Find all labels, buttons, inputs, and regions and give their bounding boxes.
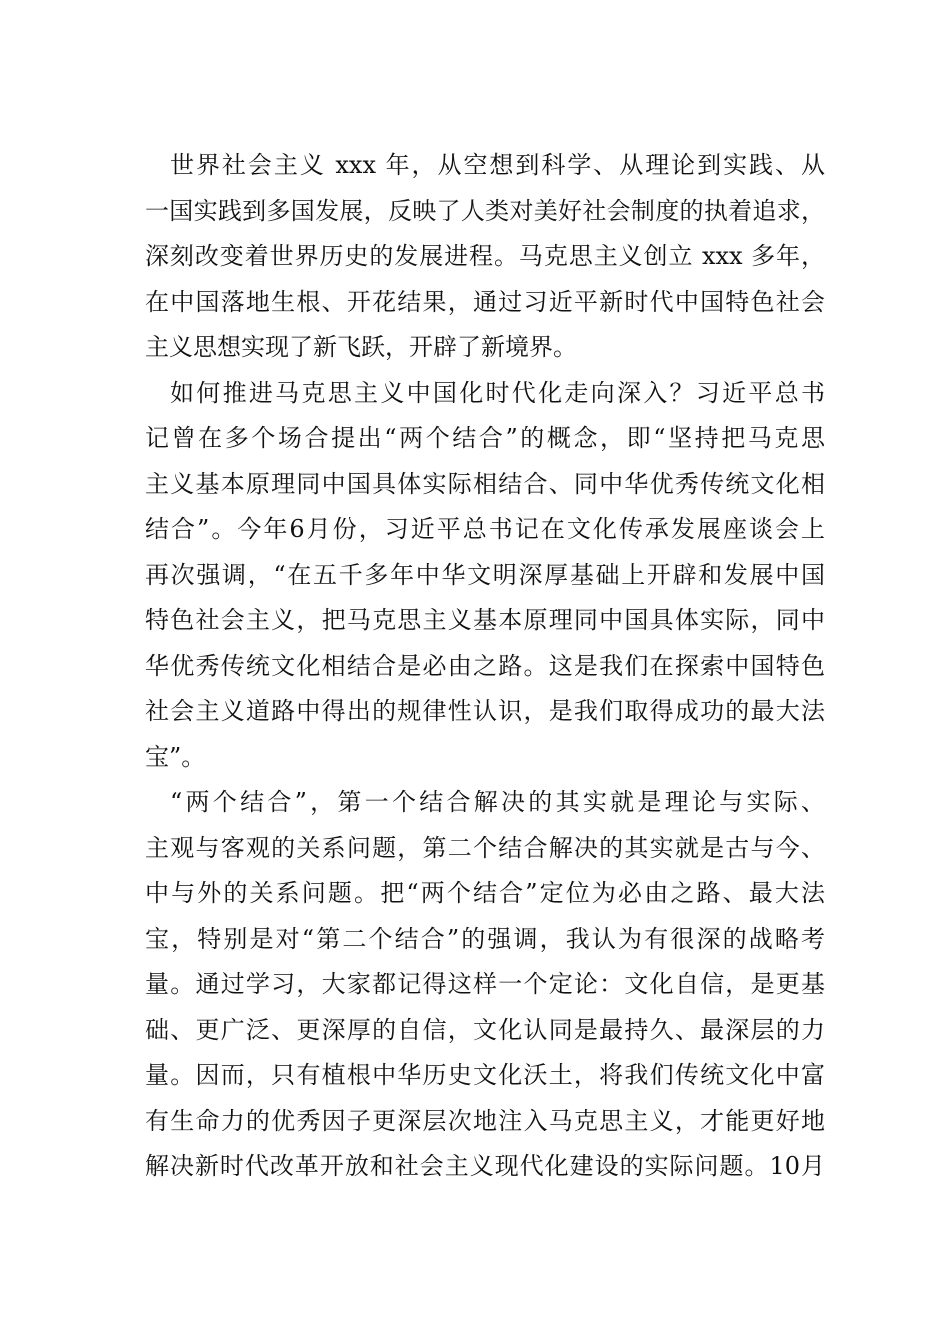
paragraph-line: 宝，特别是对“第二个结合”的强调，我认为有很深的战略考 [145,924,825,953]
paragraph-line: 社会主义道路中得出的规律性认识，是我们取得成功的最大法 [145,697,825,725]
paragraph-line: 主义思想实现了新飞跃，开辟了新境界。 [145,333,577,361]
paragraph-line: 有生命力的优秀因子更深层次地注入马克思主义，才能更好地 [145,1106,825,1135]
paragraph-line: 解决新时代改革开放和社会主义现代化建设的实际问题。10月 [145,1152,825,1180]
paragraph-line: 特色社会主义，把马克思主义基本原理同中国具体实际，同中 [145,606,825,634]
paragraph-line: 记曾在多个场合提出“两个结合”的概念，即“坚持把马克思 [145,424,825,452]
paragraph-line: 主观与客观的关系问题，第二个结合解决的其实就是古与今、 [145,833,825,862]
paragraph-line: 如何推进马克思主义中国化时代化走向深入？习近平总书 [170,378,825,407]
paragraph-line: 再次强调，“在五千多年中华文明深厚基础上开辟和发展中国 [145,560,825,589]
paragraph-line: 华优秀传统文化相结合是必由之路。这是我们在探索中国特色 [145,651,825,680]
paragraph-line: 主义基本原理同中国具体实际相结合、同中华优秀传统文化相 [145,469,825,498]
paragraph-line: 深刻改变着世界历史的发展进程。马克思主义创立 xxx 多年， [145,242,825,270]
paragraph-line: 结合”。今年6月份，习近平总书记在文化传承发展座谈会上 [145,515,825,543]
paragraph-line: 宝”。 [145,742,206,771]
paragraph-line: 量。因而，只有植根中华历史文化沃土，将我们传统文化中富 [145,1061,825,1089]
paragraph-line: 中与外的关系问题。把“两个结合”定位为必由之路、最大法 [145,879,825,907]
paragraph-line: “两个结合”，第一个结合解决的其实就是理论与实际、 [170,788,825,816]
paragraph-line: 在中国落地生根、开花结果，通过习近平新时代中国特色社会 [145,287,825,316]
document-body [145,143,825,1190]
paragraph-line: 础、更广泛、更深厚的自信，文化认同是最持久、最深层的力 [145,1015,825,1044]
paragraph-line: 世界社会主义 xxx 年，从空想到科学、从理论到实践、从 [170,151,825,179]
paragraph-line: 一国实践到多国发展，反映了人类对美好社会制度的执着追求， [145,196,825,225]
paragraph-line: 量。通过学习，大家都记得这样一个定论：文化自信，是更基 [145,970,825,998]
